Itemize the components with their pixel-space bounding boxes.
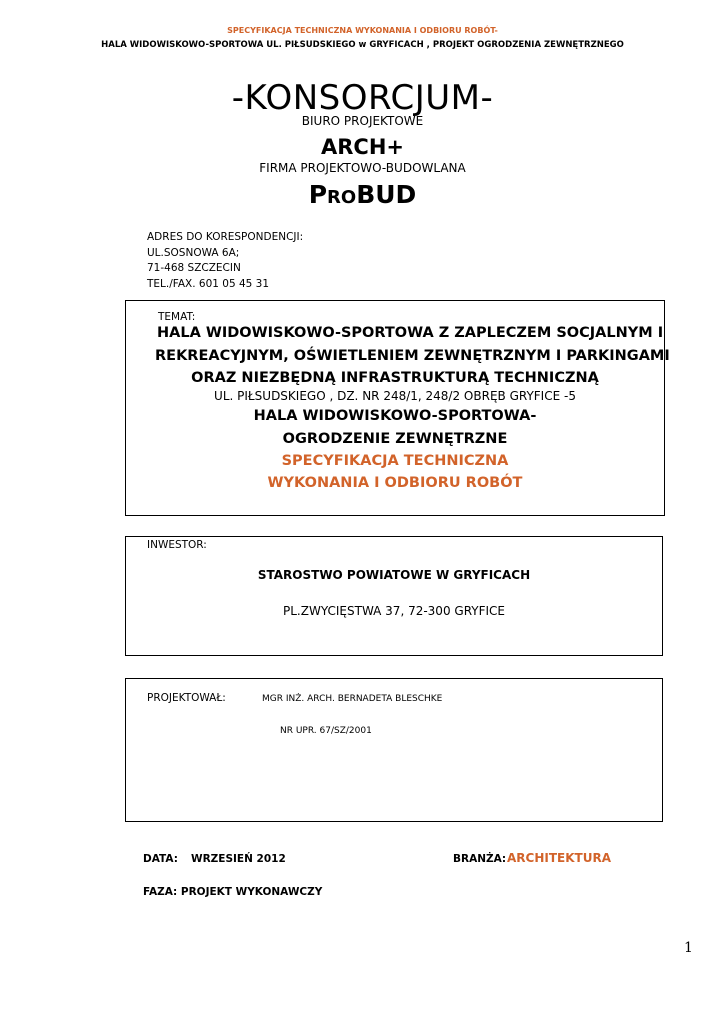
address-street: UL.SOSNOWA 6A; <box>147 246 240 259</box>
inwestor-box <box>125 536 663 656</box>
address-block <box>147 230 303 292</box>
temat-spec-line-2: WYKONANIA I ODBIORU ROBÓT <box>267 475 523 491</box>
projektowal-number: NR UPR. 67/SZ/2001 <box>280 726 372 736</box>
temat-line-6: OGRODZENIE ZEWNĘTRZNE <box>282 431 508 447</box>
temat-label: TEMAT: <box>158 311 196 323</box>
probud-p: P <box>308 180 328 209</box>
arch-plus-name: ARCH+ <box>320 135 404 159</box>
branza-value: ARCHITEKTURA <box>507 851 611 865</box>
temat-line-2: REKREACYJNYM, OŚWIETLENIEM ZEWNĘTRZNYM I PARKINGAMI <box>155 348 670 364</box>
probud-bud: BUD <box>356 180 417 209</box>
temat-spec-line-1: SPECYFIKACJA TECHNICZNA <box>281 453 509 469</box>
projektowal-label: PROJEKTOWAŁ: <box>147 692 226 704</box>
data-value: WRZESIEŃ 2012 <box>191 853 286 865</box>
data-label: DATA: <box>143 853 178 865</box>
projektowal-name: MGR INŻ. ARCH. BERNADETA BLESCHKE <box>262 694 443 704</box>
inwestor-name: STAROSTWO POWIATOWE W GRYFICACH <box>257 568 531 582</box>
running-header-subtitle: HALA WIDOWISKOWO-SPORTOWA UL. PIŁSUDSKIEGO w GRYFICACH , PROJEKT OGRODZENIA ZEWNĘTRZNEGO <box>101 40 624 50</box>
temat-line-3: ORAZ NIEZBĘDNĄ INFRASTRUKTURĄ TECHNICZNĄ <box>191 370 599 386</box>
probud-name <box>0 180 725 209</box>
konsorcjum-title: -KONSORCJUM- <box>231 78 494 118</box>
page-number: 1 <box>684 940 693 956</box>
branza-label: BRANŻA: <box>453 853 507 865</box>
inwestor-label: INWESTOR: <box>147 539 207 551</box>
address-city: 71-468 SZCZECIN <box>147 262 241 274</box>
biuro-label: BIURO PROJEKTOWE <box>301 114 424 128</box>
running-header-title: SPECYFIKACJA TECHNICZNA WYKONANIA I ODBIORU ROBÓT- <box>227 26 498 35</box>
temat-location: UL. PIŁSUDSKIEGO , DZ. NR 248/1, 248/2 OBRĘB GRYFICE -5 <box>214 389 576 403</box>
temat-line-1: HALA WIDOWISKOWO-SPORTOWA Z ZAPLECZEM SOCJALNYM I <box>157 325 664 341</box>
inwestor-address: PL.ZWYCIĘSTWA 37, 72-300 GRYFICE <box>283 604 505 618</box>
firma-label: FIRMA PROJEKTOWO-BUDOWLANA <box>259 161 466 175</box>
temat-line-5: HALA WIDOWISKOWO-SPORTOWA- <box>253 408 537 424</box>
probud-ro: RO <box>327 187 357 208</box>
address-label: ADRES DO KORESPONDENCJI: <box>147 231 304 243</box>
address-phone: TEL./FAX. 601 05 45 31 <box>147 277 270 290</box>
faza-label: FAZA: PROJEKT WYKONAWCZY <box>143 886 323 898</box>
